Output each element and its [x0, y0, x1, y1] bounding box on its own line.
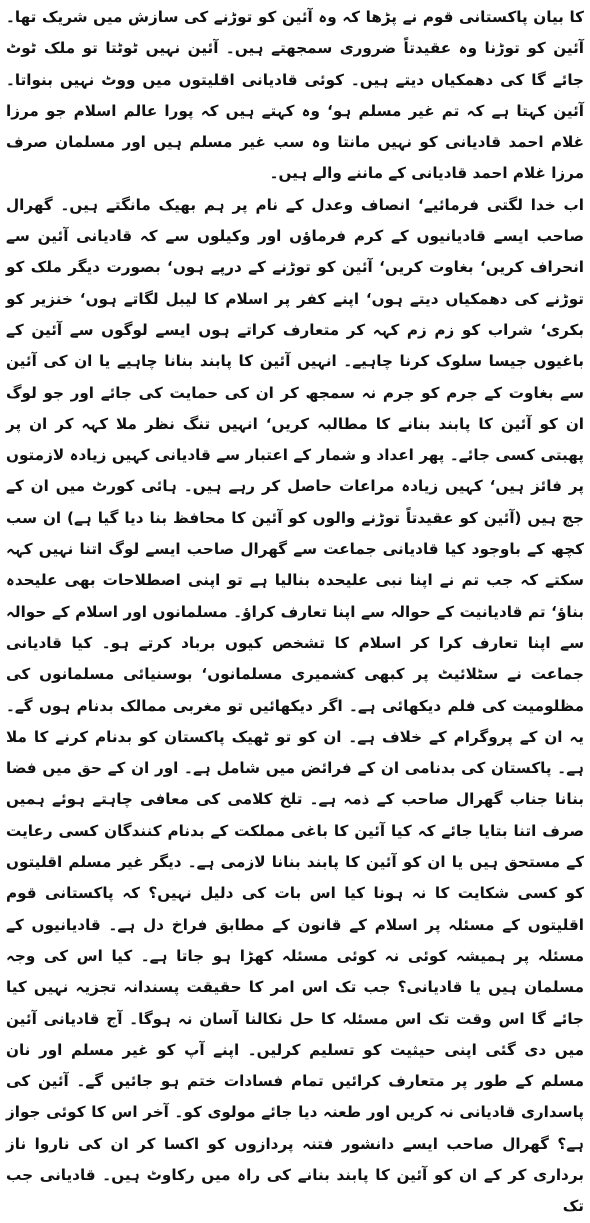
article-column — [6, 2, 584, 1216]
article-paragraph-1: کا بیان پاکستانی قوم نے پڑھا کہ وہ آئین کو توڑنے کی سازش میں شریک تھا۔ آئین کو توڑنا وہ عقیدتاً ضروری سمجھتے ہیں۔ آئین نہیں ٹوٹتا تو ملک ٹوٹ جائے گا کی دھمکیاں دیتے ہیں۔ کوئی قادیانی اقلیتوں میں ووٹ نہیں بنواتا۔ آئین کہتا ہے کہ تم غیر مسلم ہو‘ وہ کہتے ہیں کہ پورا عالم اسلام جو مرزا غلام احمد قادیانی کو نہیں مانتا وہ سب غیر مسلم ہیں اور مسلمان صرف مرزا غلام احمد قادیانی کے ماننے والے ہیں۔ — [6, 8, 584, 183]
article-paragraph-2: اب خدا لگتی فرمائیے‘ انصاف وعدل کے نام پر ہم بھیک مانگتے ہیں۔ گھرال صاحب ایسے قادیانیوں کے کرم فرماؤں اور وکیلوں سے کہ قادیانی آئین سے انحراف کریں‘ بغاوت کریں‘ آئین کو توڑنے کے درپے ہوں‘ بصورت دیگر ملک کو توڑنے کی دھمکیاں دیتے ہوں‘ اپنے کفر پر اسلام کا لیبل لگاتے ہوں‘ خنزیر کو بکری‘ شراب کو زم زم کہہ کر متعارف کراتے ہوں ایسے لوگوں سے آئین کے باغیوں جیسا سلوک کرنا چاہیے۔ انہیں آئین کا پابند بنانا چاہیے یا ان کی آئین سے بغاوت کے جرم کو جرم نہ سمجھ کر ان کی حمایت کی جائے اور جو لوگ ان کو آئین کا پابند بنانے کا مطالبہ کریں‘ انہیں تنگ نظر ملا کہہ کر ان پر پھبتی کسی جائے۔ پھر اعداد و شمار کے اعتبار سے قادیانی کہیں زیادہ لازمتوں پر فائز ہیں‘ کہیں زیادہ مراعات حاصل کر رہے ہیں۔ ہائی کورٹ میں ان کے جج ہیں (آئین کو عقیدتاً توڑنے والوں کو آئین کا محافظ بنا دیا گیا ہے) ان سب کچھ کے باوجود کیا قادیانی جماعت سے گھرال صاحب ایسے لوگ اتنا نہیں کہہ سکتے کہ جب تم نے اپنا نبی علیحدہ بنالیا ہے تو اپنی اصطلاحات بھی علیحدہ بناؤ‘ تم قادیانیت کے حوالہ سے اپنا تعارف کراؤ۔ مسلمانوں اور اسلام کے حوالہ سے اپنا تعارف کرا کر اسلام کا تشخص کیوں برباد کرتے ہو۔ کیا قادیانی جماعت نے سٹلائیٹ پر کبھی کشمیری مسلمانوں‘ بوسنیائی مسلمانوں کی مظلومیت کی فلم دیکھائی ہے۔ اگر دیکھائیں تو مغربی ممالک بدنام ہوں گے۔ یہ ان کے پروگرام کے خلاف ہے۔ ان کو تو ٹھیک پاکستان کو بدنام کرنے کا ملا ہے۔ پاکستان کی بدنامی ان کے فرائض میں شامل ہے۔ اور ان کے حق میں فضا بنانا جناب گھرال صاحب کے ذمہ ہے۔ تلخ کلامی کی معافی چاہتے ہوئے ہمیں صرف اتنا بتایا جائے کہ کیا آئین کا باغی مملکت کے بدنام کنندگان کسی رعایت کے مستحق ہیں یا ان کو آئین کا پابند بنانا لازمی ہے۔ دیگر غیر مسلم اقلیتوں کو کسی شکایت کا نہ ہونا کیا اس بات کی دلیل نہیں؟ کہ پاکستانی قوم اقلیتوں کے مسئلہ پر اسلام کے قانون کے مطابق فراخ دل ہے۔ قادیانیوں کے مسئلہ پر ہمیشہ کوئی نہ کوئی مسئلہ کھڑا ہو جاتا ہے۔ کیا اس کی وجہ مسلمان ہیں یا قادیانی؟ جب تک اس امر کا حقیقت پسندانہ تجزیہ نہیں کیا جائے گا اس وقت تک اس مسئلہ کا حل نکالنا آسان نہ ہوگا۔ آج قادیانی آئین میں دی گئی اپنی حیثیت کو تسلیم کرلیں۔ اپنے آپ کو غیر مسلم اور نان مسلم کے طور پر متعارف کرائیں تمام فسادات ختم ہو جائیں گے۔ آئین کی پاسداری قادیانی نہ کریں اور طعنہ دیا جائے مولوی کو۔ آخر اس کا کوئی جواز ہے؟ گھرال صاحب ایسے دانشور فتنہ پردازوں کو اکسا کر ان کی ناروا ناز برداری کر کے ان کو آئین کا پابند بنانے کی راہ میں رکاوٹ ہیں۔ قادیانی جب تک — [6, 195, 584, 1216]
